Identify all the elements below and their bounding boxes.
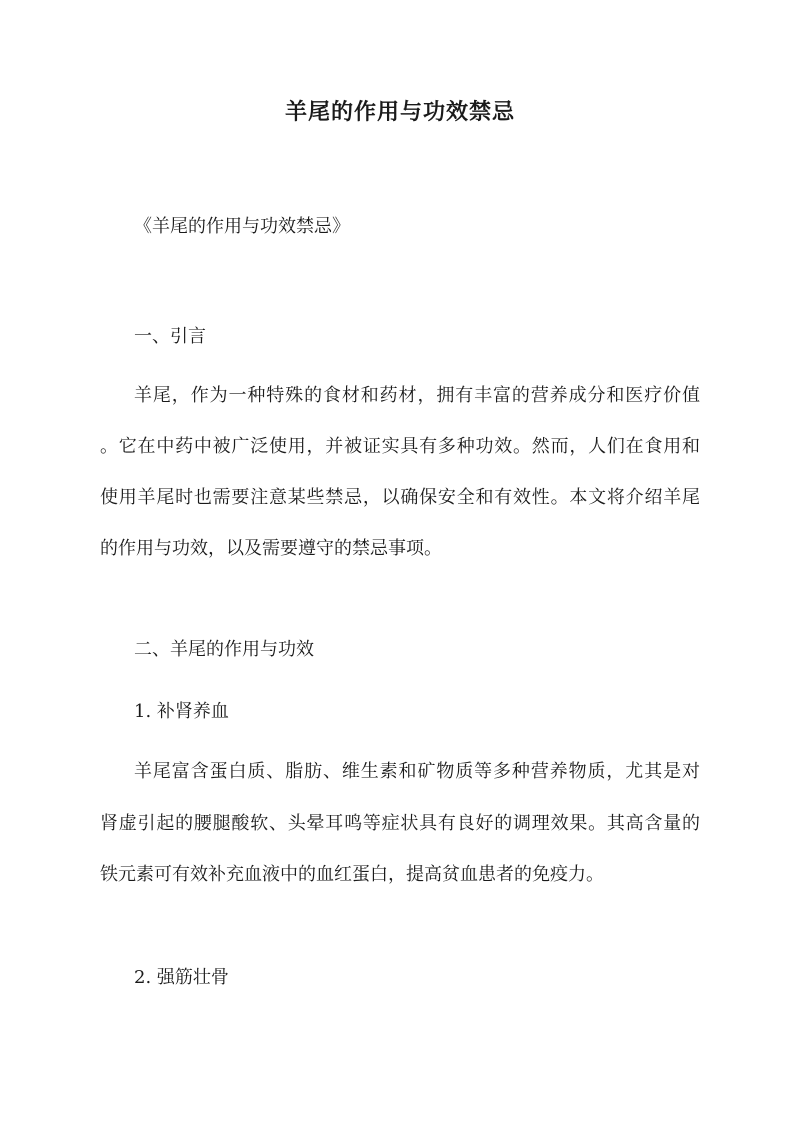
paragraph-line: 的作用与功效，以及需要遵守的禁忌事项。 [100, 538, 442, 559]
document-title: 羊尾的作用与功效禁忌 [284, 99, 515, 125]
paragraph-line: 。它在中药中被广泛使用，并被证实具有多种功效。然而，人们在食用和 [100, 436, 700, 457]
item-heading-1: 1. 补肾养血 [134, 701, 229, 722]
paragraph-line: 羊尾富含蛋白质、脂肪、维生素和矿物质等多种营养物质，尤其是对 [134, 761, 700, 782]
section-heading-introduction: 一、引言 [134, 326, 206, 347]
paragraph-line: 肾虚引起的腰腿酸软、头晕耳鸣等症状具有良好的调理效果。其高含量的 [100, 813, 700, 834]
paragraph-line: 羊尾，作为一种特殊的食材和药材，拥有丰富的营养成分和医疗价值 [134, 385, 700, 406]
document-subtitle: 《羊尾的作用与功效禁忌》 [134, 216, 350, 237]
section-heading-effects: 二、羊尾的作用与功效 [134, 639, 314, 660]
paragraph-line: 铁元素可有效补充血液中的血红蛋白，提高贫血患者的免疫力。 [100, 864, 604, 885]
item-heading-2: 2. 强筋壮骨 [134, 967, 229, 988]
paragraph-line: 使用羊尾时也需要注意某些禁忌，以确保安全和有效性。本文将介绍羊尾 [100, 487, 700, 508]
